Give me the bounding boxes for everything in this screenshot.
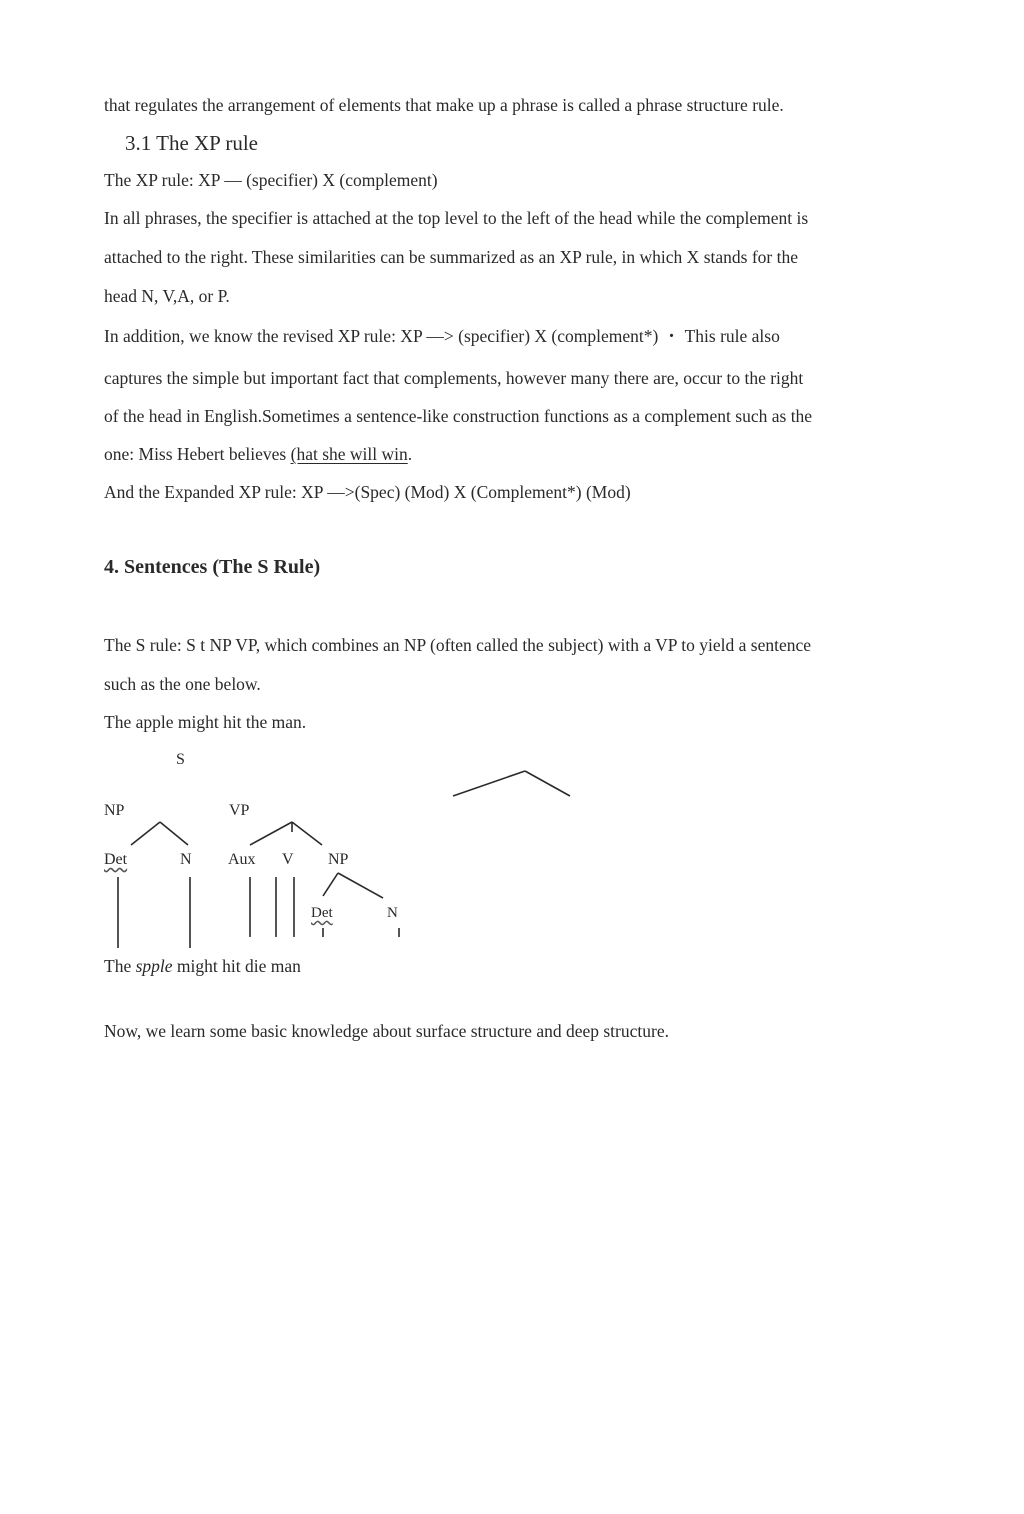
tree-node-det-object: Det [311, 905, 333, 921]
tree-word-italic: spple [135, 956, 173, 976]
example-sentence: The apple might hit the man. [104, 712, 307, 732]
paragraph-line: head N, V,A, or P. [104, 286, 230, 306]
tree-branch-line [323, 873, 338, 896]
tree-node-s: S [176, 751, 185, 768]
tree-branch-line [292, 822, 322, 845]
paragraph-line: In all phrases, the specifier is attached at the top level to the left of the head while the complement is [104, 208, 809, 228]
paragraph-line: that regulates the arrangement of elements that make up a phrase is called a phrase structure rule. [104, 95, 784, 115]
paragraph-line: attached to the right. These similarities can be summarized as an XP rule, in which X stands for the [104, 247, 798, 267]
tree-node-v: V [282, 851, 294, 868]
paragraph-line: such as the one below. [104, 674, 261, 694]
tree-branch-line [250, 822, 292, 845]
expanded-rule-line: And the Expanded XP rule: XP —>(Spec) (Mod) X (Complement*) (Mod) [104, 482, 631, 502]
tree-word: The [104, 956, 136, 976]
line-text: one: Miss Hebert believes [104, 444, 291, 464]
paragraph-line: of the head in English.Sometimes a sentence-like construction functions as a complement such as the [104, 406, 813, 426]
closing-line: Now, we learn some basic knowledge about surface structure and deep structure. [104, 1021, 669, 1041]
tree-node-np-object: NP [328, 851, 349, 868]
xp-rule-line: The XP rule: XP — (specifier) X (complement) [104, 170, 438, 190]
tree-branch-line [338, 873, 383, 898]
tree-node-det: Det [104, 851, 128, 868]
tree-branch-line [525, 771, 570, 796]
section-heading-4: 4. Sentences (The S Rule) [104, 556, 321, 578]
tree-node-aux: Aux [228, 851, 256, 868]
line-text: . [407, 444, 413, 464]
tree-word: might hit die man [172, 956, 301, 976]
paragraph-line: In addition, we know the revised XP rule: XP —> (specifier) X (complement*) ・ This rule also [104, 326, 780, 346]
tree-sentence [104, 955, 301, 977]
paragraph-line: captures the simple but important fact that complements, however many there are, occur to the right [104, 368, 804, 388]
paragraph-line: The S rule: S t NP VP, which combines an NP (often called the subject) with a VP to yield a sentence [104, 635, 811, 655]
tree-branch-line [131, 822, 160, 845]
tree-node-np: NP [104, 802, 125, 819]
underlined-example: (hat she will win [290, 444, 408, 464]
section-heading-3-1: 3.1 The XP rule [125, 131, 258, 155]
tree-node-vp: VP [229, 802, 250, 819]
tree-branch-line [453, 771, 525, 796]
tree-node-n: N [180, 851, 192, 868]
tree-node-n-object: N [387, 905, 398, 921]
tree-branch-line [160, 822, 188, 845]
